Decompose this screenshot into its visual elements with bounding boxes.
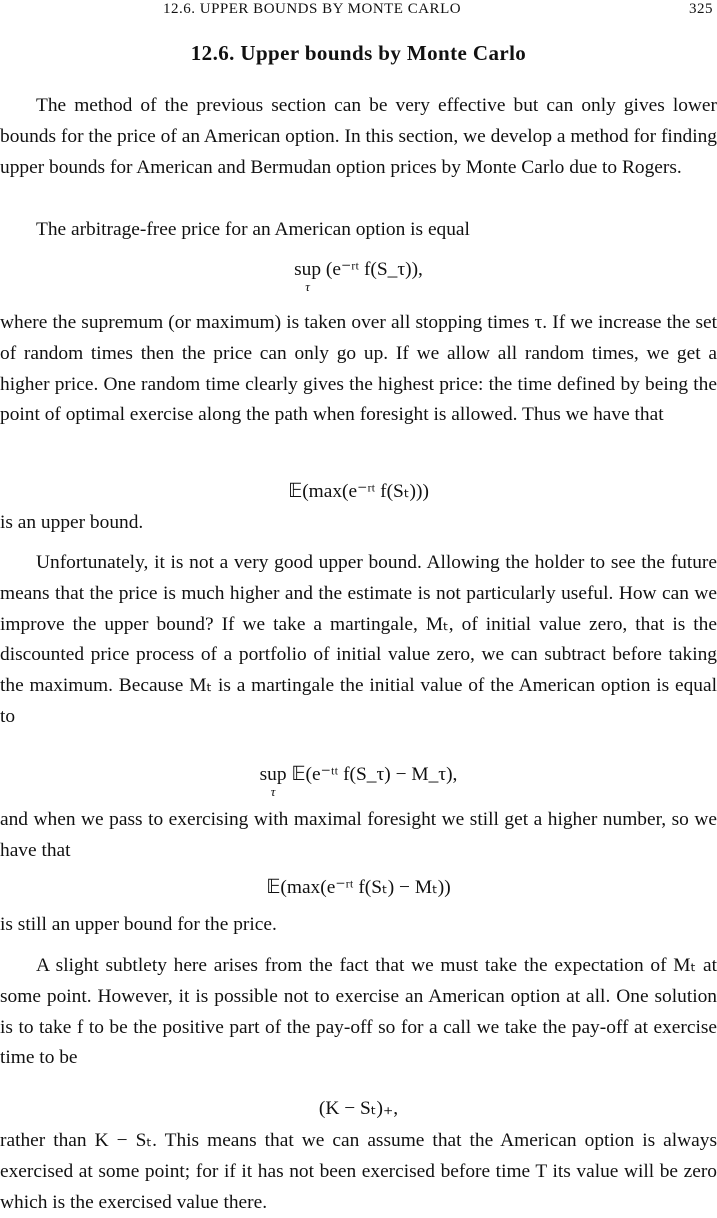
- paragraph-subtlety: A slight subtlety here arises from the fact that we must take the expectation of Mₜ at some point. However, it is possible not to exercise an American option at all. One solution is to take f to be the positive part of the pay-off so for a call we take the pay-off at exercise time to be: [0, 955, 717, 1069]
- paragraph-martingale: Unfortunately, it is not a very good upper bound. Allowing the holder to see the future means that the price is much higher and the estimate is not particularly useful. How can we improve the upper bound? If we take a martingale, Mₜ, of initial value zero, that is the discounted price process of a portfolio of initial value zero, we can subtract before taking the maximum. Because Mₜ is a martingale the initial value of the American option is equal to: [0, 552, 717, 727]
- equation-positive-part: (K − Sₜ)₊,: [318, 1098, 399, 1119]
- running-head-title: 12.6. UPPER BOUNDS BY MONTE CARLO: [163, 1, 462, 17]
- supremum-operator: sup τ: [294, 259, 322, 294]
- equation-sup-expectation: [0, 763, 717, 799]
- paragraph-upper-bound: is an upper bound.: [0, 512, 144, 533]
- running-head: [0, 0, 717, 18]
- supremum-subscript-2: τ: [270, 784, 276, 799]
- supremum-subscript: τ: [305, 279, 310, 294]
- paragraph-arbitrage-free: The arbitrage-free price for an American option is equal: [36, 219, 470, 240]
- equation-martingale-bound: 𝔼(max(e⁻ʳᵗ f(Sₜ) − Mₜ)): [266, 877, 451, 898]
- equation-sup-price-body: (e⁻ʳᵗ f(S_τ)),: [325, 259, 423, 280]
- paragraph-stopping-times: where the supremum (or maximum) is taken over all stopping times τ. If we increase the set of random times then the price can only go up. If we allow all random times, we get a higher price. One random time clearly gives the highest price: the time defined by being the point of optimal exercise along the path when foresight is allowed. Thus we have that: [0, 312, 717, 426]
- paragraph-intro: The method of the previous section can be very effective but can only gives lower bounds for the price of an American option. In this section, we develop a method for finding upper bounds for American and Bermudan option prices by Monte Carlo due to Rogers.: [0, 95, 717, 178]
- page-number: 325: [689, 1, 713, 17]
- paragraph-still-upper-bound: is still an upper bound for the price.: [0, 914, 277, 935]
- equation-sup-price: [0, 258, 717, 294]
- supremum-operator-2: sup τ: [259, 764, 287, 799]
- equation-foresight-bound: 𝔼(max(e⁻ʳᵗ f(Sₜ))): [288, 481, 429, 502]
- section-title: 12.6. Upper bounds by Monte Carlo: [190, 41, 527, 65]
- paragraph-always-exercised: rather than K − Sₜ. This means that we can assume that the American option is always exercised at some point; for if it has not been exercised before time T its value will be zero which is the exercised value there.: [0, 1130, 717, 1213]
- paragraph-maximal-foresight: and when we pass to exercising with maximal foresight we still get a higher number, so we have that: [0, 809, 717, 861]
- equation-sup-expectation-body: 𝔼(e⁻ᵗᵗ f(S_τ) − M_τ),: [291, 764, 458, 785]
